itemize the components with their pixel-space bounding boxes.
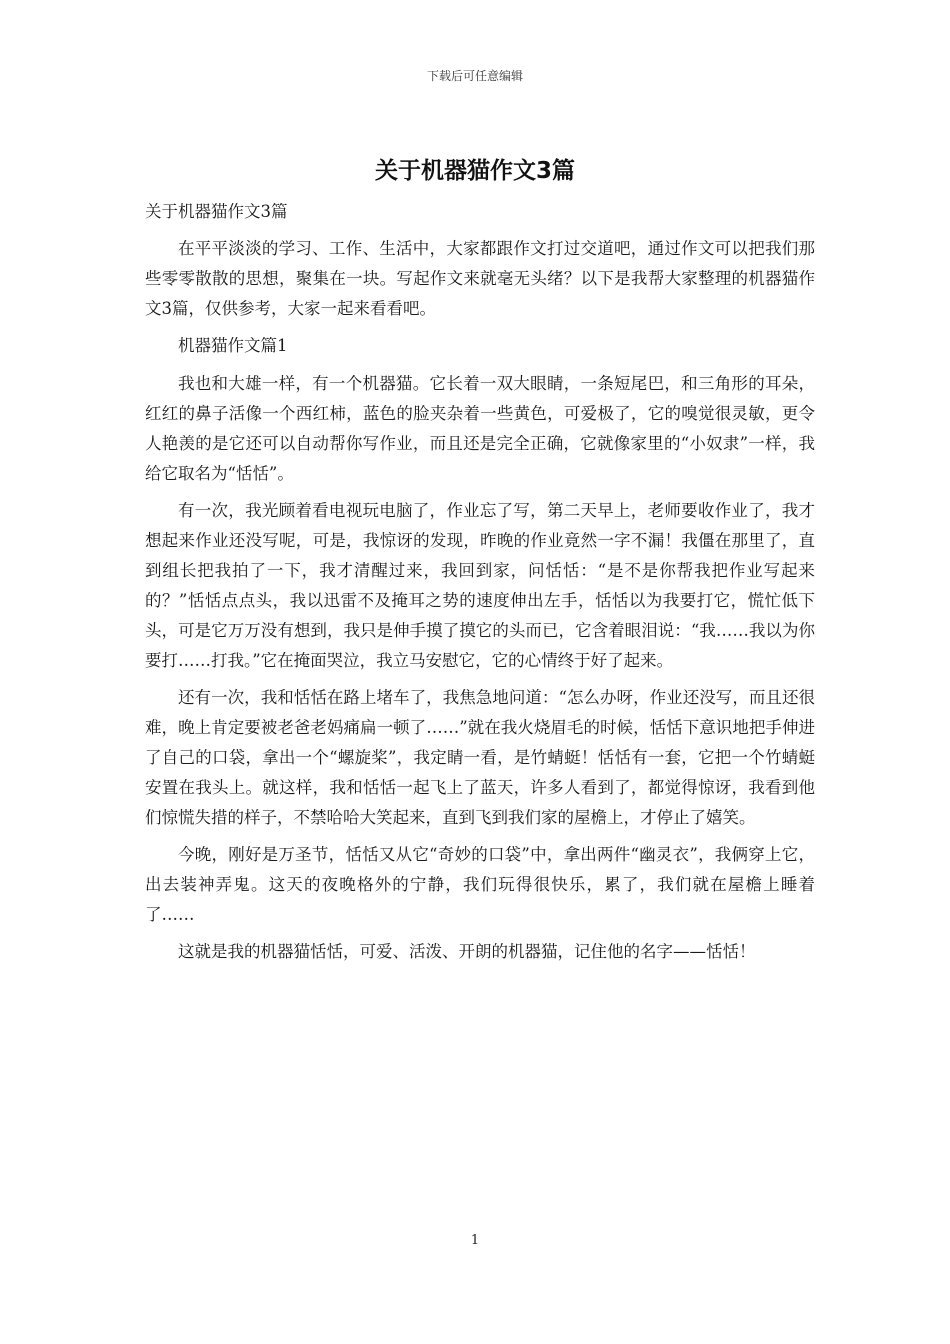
document-body bbox=[145, 197, 815, 975]
paragraph-intro: 在平平淡淡的学习、工作、生活中，大家都跟作文打过交道吧，通过作文可以把我们那些零零散散的思想，聚集在一块。写起作文来就毫无头绪？以下是我帮大家整理的机器猫作文3篇，仅供参考，大家一起来看看吧。 bbox=[145, 239, 815, 319]
document-subtitle: 关于机器猫作文3篇 bbox=[145, 202, 288, 221]
paragraph: 有一次，我光顾着看电视玩电脑了，作业忘了写，第二天早上，老师要收作业了，我才想起来作业还没写呢，可是，我惊讶的发现，昨晚的作业竟然一字不漏！我僵在那里了，直到组长把我拍了一下，我才清醒过来，我回到家，问恬恬：“是不是你帮我把作业写起来的？”恬恬点点头，我以迅雷不及掩耳之势的速度伸出左手，恬恬以为我要打它，慌忙低下头，可是它万万没有想到，我只是伸手摸了摸它的头而已，它含着眼泪说：“我……我以为你要打……打我。”它在掩面哭泣，我立马安慰它，它的心情终于好了起来。 bbox=[145, 500, 815, 670]
page-number: 1 bbox=[470, 1233, 480, 1248]
paragraph: 我也和大雄一样，有一个机器猫。它长着一双大眼睛，一条短尾巴，和三角形的耳朵，红红的鼻子活像一个西红柿，蓝色的脸夹杂着一些黄色，可爱极了，它的嗅觉很灵敏，更令人艳羡的是它还可以自动帮你写作业，而且还是完全正确，它就像家里的“小奴隶”一样，我给它取名为“恬恬”。 bbox=[145, 373, 815, 483]
document-title: 关于机器猫作文3篇 bbox=[374, 158, 575, 184]
paragraph: 还有一次，我和恬恬在路上堵车了，我焦急地问道：“怎么办呀，作业还没写，而且还很难，晚上肯定要被老爸老妈痛扁一顿了……”就在我火烧眉毛的时候，恬恬下意识地把手伸进了自己的口袋，拿出一个“螺旋桨”，我定睛一看，是竹蜻蜓！恬恬有一套，它把一个竹蜻蜓安置在我头上。就这样，我和恬恬一起飞上了蓝天，许多人看到了，都觉得惊讶，我看到他们惊慌失措的样子，不禁哈哈大笑起来，直到飞到我们家的屋檐上，才停止了嬉笑。 bbox=[145, 687, 815, 827]
header-note: 下载后可任意编辑 bbox=[426, 69, 523, 83]
paragraph: 这就是我的机器猫恬恬，可爱、活泼、开朗的机器猫，记住他的名字——恬恬！ bbox=[178, 942, 756, 962]
paragraph: 今晚，刚好是万圣节，恬恬又从它“奇妙的口袋”中，拿出两件“幽灵衣”，我俩穿上它，出去装神弄鬼。这天的夜晚格外的宁静，我们玩得很快乐，累了，我们就在屋檐上睡着了…… bbox=[145, 845, 815, 925]
section-heading: 机器猫作文篇1 bbox=[178, 336, 288, 356]
